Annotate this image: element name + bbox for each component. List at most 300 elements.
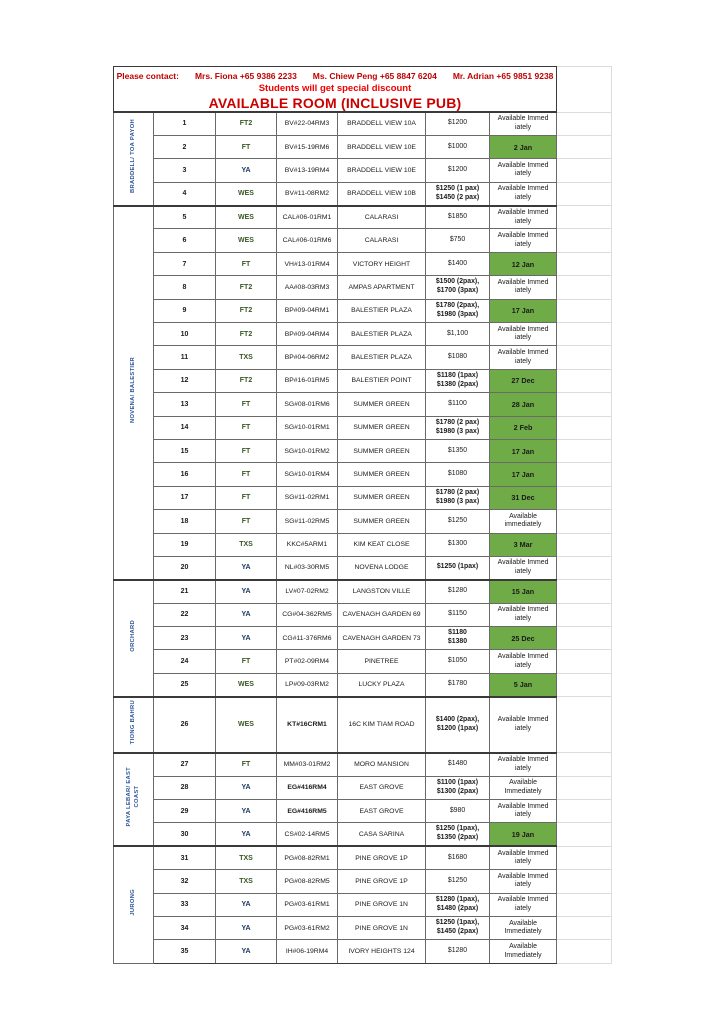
availability-cell: Available Immediately: [490, 940, 557, 963]
spare-cell: [557, 182, 612, 205]
table-row: [114, 276, 612, 299]
unit-code-cell: BV#13-19RM4: [277, 159, 338, 182]
unit-code-cell: CG#04-362RM5: [277, 603, 338, 626]
availability-cell: 31 Dec: [490, 486, 557, 509]
serial-number-cell: 6: [154, 229, 216, 252]
spare-cell: [557, 556, 612, 579]
agent-code-cell: YA: [216, 603, 277, 626]
spare-cell: [557, 486, 612, 509]
agent-code-cell: YA: [216, 776, 277, 799]
building-name-cell: SUMMER GREEN: [338, 463, 426, 486]
availability-cell: Available Immed iately: [490, 112, 557, 135]
table-row: [114, 486, 612, 509]
availability-cell: 12 Jan: [490, 252, 557, 275]
agent-code-cell: FT: [216, 753, 277, 776]
spare-cell: [557, 776, 612, 799]
serial-number-cell: 21: [154, 580, 216, 603]
availability-cell: Available Immed iately: [490, 556, 557, 579]
building-name-cell: IVORY HEIGHTS 124: [338, 940, 426, 963]
serial-number-cell: 10: [154, 323, 216, 346]
spare-cell: [557, 346, 612, 369]
contact-adrian: Mr. Adrian +65 9851 9238: [452, 71, 554, 81]
table-row: [114, 776, 612, 799]
unit-code-cell: BP#09-04RM1: [277, 299, 338, 322]
price-cell: $1780 (2 pax) $1980 (3 pax): [426, 486, 490, 509]
availability-cell: Available Immed iately: [490, 323, 557, 346]
serial-number-cell: 25: [154, 673, 216, 696]
building-name-cell: PINE GROVE 1N: [338, 893, 426, 916]
table-row: [114, 603, 612, 626]
building-name-cell: SUMMER GREEN: [338, 416, 426, 439]
region-label: JURONG: [129, 889, 136, 916]
contact-label: Please contact:: [116, 71, 179, 81]
building-name-cell: CALARASI: [338, 229, 426, 252]
price-cell: $1400 (2pax), $1200 (1pax): [426, 697, 490, 753]
spare-cell: [557, 846, 612, 869]
price-cell: $1250: [426, 510, 490, 533]
availability-cell: Available Immed iately: [490, 650, 557, 673]
serial-number-cell: 26: [154, 697, 216, 753]
agent-code-cell: FT: [216, 416, 277, 439]
unit-code-cell: PG#03-61RM2: [277, 917, 338, 940]
unit-code-cell: CS#02-14RM5: [277, 823, 338, 846]
agent-code-cell: FT2: [216, 299, 277, 322]
region-label-cell: [114, 112, 154, 206]
agent-code-cell: WES: [216, 206, 277, 229]
price-cell: $1300: [426, 533, 490, 556]
spare-cell: [557, 439, 612, 462]
unit-code-cell: BP#09-04RM4: [277, 323, 338, 346]
agent-code-cell: FT: [216, 252, 277, 275]
unit-code-cell: BV#22-04RM3: [277, 112, 338, 135]
availability-cell: 17 Jan: [490, 463, 557, 486]
table-row: [114, 252, 612, 275]
serial-number-cell: 8: [154, 276, 216, 299]
spare-cell: [557, 673, 612, 696]
price-cell: $980: [426, 800, 490, 823]
serial-number-cell: 32: [154, 870, 216, 893]
unit-code-cell: IH#06-19RM4: [277, 940, 338, 963]
building-name-cell: 16C KIM TIAM ROAD: [338, 697, 426, 753]
spare-cell: [557, 299, 612, 322]
price-cell: $1080: [426, 346, 490, 369]
price-cell: $1680: [426, 846, 490, 869]
contact-line: [114, 67, 556, 81]
availability-cell: 17 Jan: [490, 299, 557, 322]
price-cell: $1180 $1380: [426, 627, 490, 650]
unit-code-cell: PT#02-09RM4: [277, 650, 338, 673]
building-name-cell: EAST GROVE: [338, 800, 426, 823]
building-name-cell: NOVENA LODGE: [338, 556, 426, 579]
availability-cell: Available Immed iately: [490, 870, 557, 893]
unit-code-cell: SG#11-02RM5: [277, 510, 338, 533]
table-row: [114, 182, 612, 205]
serial-number-cell: 31: [154, 846, 216, 869]
spare-cell: [557, 229, 612, 252]
price-cell: $1350: [426, 439, 490, 462]
price-cell: $750: [426, 229, 490, 252]
unit-code-cell: VH#13-01RM4: [277, 252, 338, 275]
building-name-cell: CASA SARINA: [338, 823, 426, 846]
price-cell: $1250 (1 pax) $1450 (2 pax): [426, 182, 490, 205]
price-cell: $1780 (2pax), $1980 (3pax): [426, 299, 490, 322]
serial-number-cell: 29: [154, 800, 216, 823]
table-row: [114, 753, 612, 776]
availability-cell: 27 Dec: [490, 369, 557, 392]
table-row: [114, 463, 612, 486]
price-cell: $1850: [426, 206, 490, 229]
table-row: [114, 510, 612, 533]
availability-cell: Available Immed iately: [490, 229, 557, 252]
serial-number-cell: 35: [154, 940, 216, 963]
spare-cell: [557, 533, 612, 556]
building-name-cell: PINETREE: [338, 650, 426, 673]
table-row: [114, 627, 612, 650]
spare-cell: [557, 112, 612, 135]
spare-cell: [557, 159, 612, 182]
price-cell: $1780 (2 pax) $1980 (3 pax): [426, 416, 490, 439]
contact-fiona: Mrs. Fiona +65 9386 2233: [194, 71, 297, 81]
spare-cell: [557, 67, 612, 113]
agent-code-cell: FT: [216, 439, 277, 462]
serial-number-cell: 7: [154, 252, 216, 275]
table-row: [114, 673, 612, 696]
unit-code-cell: BV#11-08RM2: [277, 182, 338, 205]
availability-cell: Available Immediately: [490, 917, 557, 940]
agent-code-cell: FT: [216, 393, 277, 416]
unit-code-cell: CAL#06-01RM6: [277, 229, 338, 252]
agent-code-cell: YA: [216, 580, 277, 603]
agent-code-cell: YA: [216, 800, 277, 823]
building-name-cell: AMPAS APARTMENT: [338, 276, 426, 299]
agent-code-cell: FT2: [216, 112, 277, 135]
availability-cell: Available Immed iately: [490, 846, 557, 869]
building-name-cell: CAVENAGH GARDEN 73: [338, 627, 426, 650]
availability-cell: Available Immed iately: [490, 893, 557, 916]
table-row: [114, 917, 612, 940]
spare-cell: [557, 580, 612, 603]
spare-cell: [557, 393, 612, 416]
availability-cell: Available immediately: [490, 510, 557, 533]
region-label: ORCHARD: [129, 619, 136, 652]
building-name-cell: BALESTIER PLAZA: [338, 346, 426, 369]
availability-cell: Available Immed iately: [490, 276, 557, 299]
agent-code-cell: TXS: [216, 846, 277, 869]
unit-code-cell: NL#03-30RM5: [277, 556, 338, 579]
spare-cell: [557, 206, 612, 229]
spare-cell: [557, 510, 612, 533]
table-row: [114, 556, 612, 579]
unit-code-cell: PG#08-82RM5: [277, 870, 338, 893]
page-title: AVAILABLE ROOM (INCLUSIVE PUB): [208, 95, 462, 111]
price-cell: $1280: [426, 580, 490, 603]
price-cell: $1150: [426, 603, 490, 626]
building-name-cell: BALESTIER PLAZA: [338, 299, 426, 322]
availability-cell: 2 Jan: [490, 135, 557, 158]
table-row: [114, 112, 612, 135]
availability-cell: 25 Dec: [490, 627, 557, 650]
agent-code-cell: YA: [216, 823, 277, 846]
price-cell: $1200: [426, 159, 490, 182]
price-cell: $1250 (1pax): [426, 556, 490, 579]
header-row: [114, 67, 612, 113]
spare-cell: [557, 940, 612, 963]
building-name-cell: PINE GROVE 1P: [338, 870, 426, 893]
price-cell: $1080: [426, 463, 490, 486]
spare-cell: [557, 893, 612, 916]
spare-cell: [557, 823, 612, 846]
unit-code-cell: SG#10-01RM2: [277, 439, 338, 462]
price-cell: $1100 (1pax) $1300 (2pax): [426, 776, 490, 799]
table-row: [114, 533, 612, 556]
spare-cell: [557, 753, 612, 776]
table-row: [114, 346, 612, 369]
availability-cell: 28 Jan: [490, 393, 557, 416]
serial-number-cell: 34: [154, 917, 216, 940]
serial-number-cell: 19: [154, 533, 216, 556]
agent-code-cell: YA: [216, 159, 277, 182]
availability-cell: Available Immed iately: [490, 603, 557, 626]
agent-code-cell: FT: [216, 650, 277, 673]
availability-cell: Available Immed iately: [490, 800, 557, 823]
agent-code-cell: FT: [216, 463, 277, 486]
serial-number-cell: 13: [154, 393, 216, 416]
available-room-table: [113, 66, 612, 964]
unit-code-cell: BP#16-01RM5: [277, 369, 338, 392]
spare-cell: [557, 870, 612, 893]
region-label-cell: [114, 753, 154, 847]
price-cell: $1500 (2pax), $1700 (3pax): [426, 276, 490, 299]
region-label: PAYA LEBAR/ EAST COAST: [125, 767, 140, 827]
table-row: [114, 416, 612, 439]
availability-cell: Available Immed iately: [490, 159, 557, 182]
availability-cell: 2 Feb: [490, 416, 557, 439]
region-label-cell: [114, 580, 154, 697]
agent-code-cell: WES: [216, 229, 277, 252]
building-name-cell: EAST GROVE: [338, 776, 426, 799]
building-name-cell: BRADDELL VIEW 10E: [338, 135, 426, 158]
table-row: [114, 206, 612, 229]
serial-number-cell: 30: [154, 823, 216, 846]
agent-code-cell: YA: [216, 917, 277, 940]
availability-cell: 15 Jan: [490, 580, 557, 603]
building-name-cell: KIM KEAT CLOSE: [338, 533, 426, 556]
price-cell: $1480: [426, 753, 490, 776]
serial-number-cell: 18: [154, 510, 216, 533]
serial-number-cell: 16: [154, 463, 216, 486]
unit-code-cell: SG#10-01RM1: [277, 416, 338, 439]
agent-code-cell: YA: [216, 940, 277, 963]
availability-cell: Available Immed iately: [490, 206, 557, 229]
building-name-cell: BRADDELL VIEW 10A: [338, 112, 426, 135]
building-name-cell: MORO MANSION: [338, 753, 426, 776]
spare-cell: [557, 369, 612, 392]
unit-code-cell: SG#10-01RM4: [277, 463, 338, 486]
building-name-cell: CALARASI: [338, 206, 426, 229]
availability-cell: Available Immed iately: [490, 753, 557, 776]
agent-code-cell: TXS: [216, 533, 277, 556]
unit-code-cell: EG#416RM4: [277, 776, 338, 799]
price-cell: $1,100: [426, 323, 490, 346]
price-cell: $1280: [426, 940, 490, 963]
region-label: BRADDELL/ TOA PAYOH: [129, 119, 136, 194]
table-row: [114, 299, 612, 322]
availability-cell: 17 Jan: [490, 439, 557, 462]
price-cell: $1780: [426, 673, 490, 696]
table-row: [114, 439, 612, 462]
serial-number-cell: 24: [154, 650, 216, 673]
price-cell: $1100: [426, 393, 490, 416]
unit-code-cell: BV#15-19RM6: [277, 135, 338, 158]
table-row: [114, 940, 612, 963]
agent-code-cell: FT2: [216, 276, 277, 299]
availability-cell: Available Immediately: [490, 776, 557, 799]
table-row: [114, 393, 612, 416]
discount-note: Students will get special discount: [258, 83, 412, 94]
table-row: [114, 650, 612, 673]
building-name-cell: SUMMER GREEN: [338, 393, 426, 416]
availability-cell: 5 Jan: [490, 673, 557, 696]
building-name-cell: BRADDELL VIEW 10B: [338, 182, 426, 205]
agent-code-cell: YA: [216, 556, 277, 579]
serial-number-cell: 2: [154, 135, 216, 158]
price-cell: $1050: [426, 650, 490, 673]
serial-number-cell: 5: [154, 206, 216, 229]
agent-code-cell: FT2: [216, 369, 277, 392]
contact-chiew-peng: Ms. Chiew Peng +65 8847 6204: [312, 71, 437, 81]
building-name-cell: CAVENAGH GARDEN 69: [338, 603, 426, 626]
table-row: [114, 697, 612, 753]
serial-number-cell: 23: [154, 627, 216, 650]
unit-code-cell: EG#416RM5: [277, 800, 338, 823]
unit-code-cell: SG#08-01RM6: [277, 393, 338, 416]
spare-cell: [557, 276, 612, 299]
table-row: [114, 823, 612, 846]
agent-code-cell: YA: [216, 893, 277, 916]
table-row: [114, 369, 612, 392]
agent-code-cell: WES: [216, 697, 277, 753]
spare-cell: [557, 917, 612, 940]
spare-cell: [557, 603, 612, 626]
spare-cell: [557, 135, 612, 158]
unit-code-cell: AA#08-03RM3: [277, 276, 338, 299]
agent-code-cell: TXS: [216, 870, 277, 893]
serial-number-cell: 15: [154, 439, 216, 462]
serial-number-cell: 14: [154, 416, 216, 439]
price-cell: $1250: [426, 870, 490, 893]
price-cell: $1000: [426, 135, 490, 158]
region-label: TIONG BAHRU: [129, 700, 136, 745]
unit-code-cell: MM#03-01RM2: [277, 753, 338, 776]
table-row: [114, 229, 612, 252]
building-name-cell: SUMMER GREEN: [338, 486, 426, 509]
spare-cell: [557, 252, 612, 275]
table-row: [114, 893, 612, 916]
unit-code-cell: LP#09-03RM2: [277, 673, 338, 696]
table-row: [114, 800, 612, 823]
spare-cell: [557, 800, 612, 823]
building-name-cell: BALESTIER PLAZA: [338, 323, 426, 346]
unit-code-cell: KKC#5ARM1: [277, 533, 338, 556]
availability-cell: Available Immed iately: [490, 182, 557, 205]
serial-number-cell: 4: [154, 182, 216, 205]
spare-cell: [557, 697, 612, 753]
price-cell: $1280 (1pax), $1480 (2pax): [426, 893, 490, 916]
region-label-cell: [114, 846, 154, 963]
availability-cell: 19 Jan: [490, 823, 557, 846]
unit-code-cell: KT#16CRM1: [277, 697, 338, 753]
unit-code-cell: LV#07-02RM2: [277, 580, 338, 603]
agent-code-cell: WES: [216, 182, 277, 205]
building-name-cell: BRADDELL VIEW 10E: [338, 159, 426, 182]
serial-number-cell: 17: [154, 486, 216, 509]
serial-number-cell: 22: [154, 603, 216, 626]
building-name-cell: SUMMER GREEN: [338, 510, 426, 533]
availability-cell: 3 Mar: [490, 533, 557, 556]
serial-number-cell: 11: [154, 346, 216, 369]
serial-number-cell: 9: [154, 299, 216, 322]
building-name-cell: LUCKY PLAZA: [338, 673, 426, 696]
table-row: [114, 870, 612, 893]
region-label: NOVENA/ BALESTIER: [129, 357, 136, 424]
unit-code-cell: CG#11-376RM6: [277, 627, 338, 650]
serial-number-cell: 28: [154, 776, 216, 799]
agent-code-cell: FT: [216, 486, 277, 509]
agent-code-cell: FT: [216, 135, 277, 158]
building-name-cell: VICTORY HEIGHT: [338, 252, 426, 275]
building-name-cell: PINE GROVE 1P: [338, 846, 426, 869]
table-row: [114, 323, 612, 346]
building-name-cell: SUMMER GREEN: [338, 439, 426, 462]
table-row: [114, 135, 612, 158]
price-cell: $1250 (1pax), $1450 (2pax): [426, 917, 490, 940]
spare-cell: [557, 323, 612, 346]
serial-number-cell: 27: [154, 753, 216, 776]
serial-number-cell: 3: [154, 159, 216, 182]
document-header: [114, 67, 557, 113]
spare-cell: [557, 463, 612, 486]
building-name-cell: LANGSTON VILLE: [338, 580, 426, 603]
availability-cell: Available Immed iately: [490, 697, 557, 753]
serial-number-cell: 1: [154, 112, 216, 135]
unit-code-cell: BP#04-06RM2: [277, 346, 338, 369]
unit-code-cell: CAL#06-01RM1: [277, 206, 338, 229]
unit-code-cell: SG#11-02RM1: [277, 486, 338, 509]
agent-code-cell: YA: [216, 627, 277, 650]
agent-code-cell: FT2: [216, 323, 277, 346]
agent-code-cell: WES: [216, 673, 277, 696]
serial-number-cell: 20: [154, 556, 216, 579]
price-cell: $1180 (1pax) $1380 (2pax): [426, 369, 490, 392]
spare-cell: [557, 627, 612, 650]
serial-number-cell: 12: [154, 369, 216, 392]
unit-code-cell: PG#03-61RM1: [277, 893, 338, 916]
availability-cell: Available Immed iately: [490, 346, 557, 369]
price-cell: $1200: [426, 112, 490, 135]
spare-cell: [557, 650, 612, 673]
unit-code-cell: PG#08-82RM1: [277, 846, 338, 869]
table-row: [114, 580, 612, 603]
price-cell: $1400: [426, 252, 490, 275]
agent-code-cell: FT: [216, 510, 277, 533]
serial-number-cell: 33: [154, 893, 216, 916]
region-label-cell: [114, 206, 154, 580]
region-label-cell: [114, 697, 154, 753]
building-name-cell: PINE GROVE 1N: [338, 917, 426, 940]
agent-code-cell: TXS: [216, 346, 277, 369]
spare-cell: [557, 416, 612, 439]
price-cell: $1250 (1pax), $1350 (2pax): [426, 823, 490, 846]
